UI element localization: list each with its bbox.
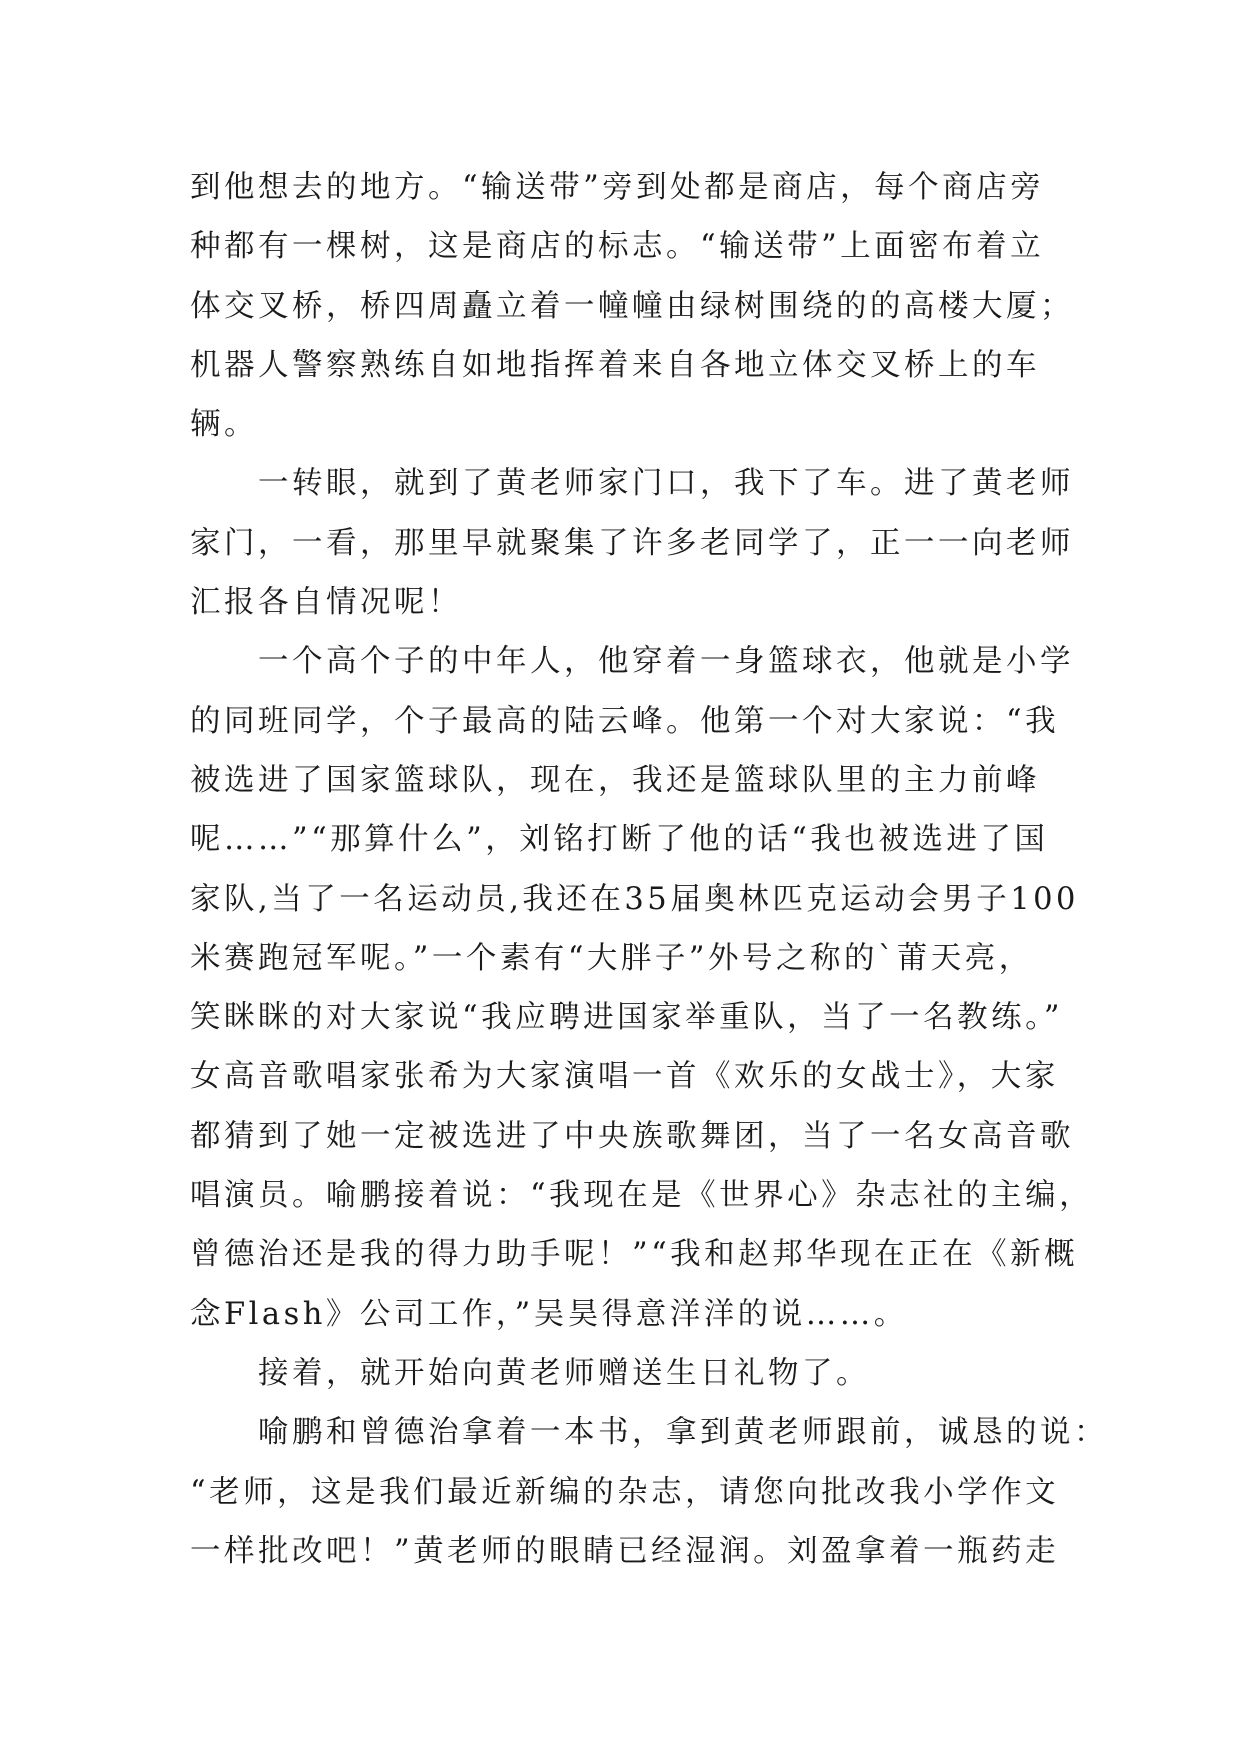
text-line: 女高音歌唱家张希为大家演唱一首《欢乐的女战士》，大家 [190,1059,1059,1095]
text-line: 机器人警察熟练自如地指挥着来自各地立体交叉桥上的车 [190,347,1040,383]
text-line: 喻鹏和曾德治拿着一本书，拿到黄老师跟前，诚恳的说： [258,1415,1108,1451]
text-line: 体交叉桥，桥四周矗立着一幢幢由绿树围绕的的高楼大厦； [190,288,1074,324]
text-line: 的同班同学，个子最高的陆云峰。他第一个对大家说：“我 [190,703,1060,739]
text-line: 呢……”“那算什么”，刘铭打断了他的话“我也被选进了国 [190,822,1049,858]
text-line: 米赛跑冠军呢。”一个素有“大胖子”外号之称的`莆天亮， [190,940,1033,976]
text-line: 一个高个子的中年人，他穿着一身篮球衣，他就是小学 [258,644,1074,680]
text-line: 汇报各自情况呢！ [190,585,462,621]
text-line: 到他想去的地方。“输送带”旁到处都是商店，每个商店旁 [190,170,1045,205]
text-line: 被选进了国家篮球队，现在，我还是篮球队里的主力前峰 [190,762,1040,798]
text-line: 一样批改吧！”黄老师的眼睛已经湿润。刘盈拿着一瓶药走 [190,1533,1060,1569]
text-line: 曾德治还是我的得力助手呢！”“我和赵邦华现在正在《新概 [190,1237,1079,1273]
body-text [190,158,1108,1581]
text-line: 家队,当了一名运动员,我还在35届奥林匹克运动会男子100 [190,881,1079,917]
text-line: 念Flash》公司工作，”吴昊得意洋洋的说……。 [190,1296,908,1332]
text-line: 笑眯眯的对大家说“我应聘进国家举重队，当了一名教练。” [190,1000,1063,1036]
text-line: “老师，这是我们最近新编的杂志，请您向批改我小学作文 [190,1474,1060,1510]
text-line: 家门，一看，那里早就聚集了许多老同学了，正一一向老师 [190,525,1074,561]
text-line: 辆。 [190,407,258,443]
text-line: 接着，就开始向黄老师赠送生日礼物了。 [258,1355,870,1391]
text-line: 种都有一棵树，这是商店的标志。“输送带”上面密布着立 [190,229,1045,265]
text-line: 唱演员。喻鹏接着说：“我现在是《世界心》杂志社的主编， [190,1178,1094,1214]
text-line: 都猜到了她一定被选进了中央族歌舞团，当了一名女高音歌 [190,1118,1074,1154]
text-line: 一转眼，就到了黄老师家门口，我下了车。进了黄老师 [258,466,1074,502]
